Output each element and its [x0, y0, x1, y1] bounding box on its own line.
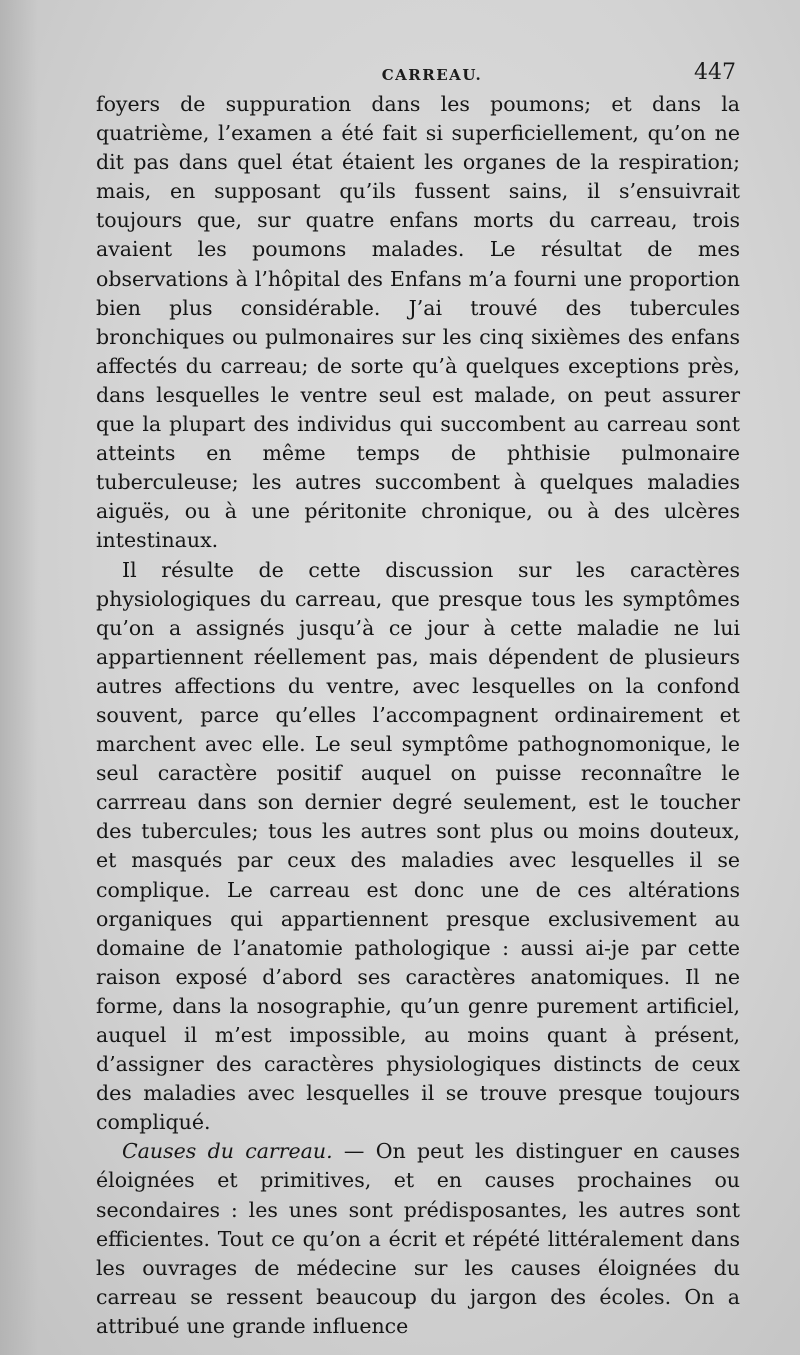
page-number: 447	[694, 60, 736, 85]
running-head: CARREAU.	[381, 66, 483, 84]
page-header	[96, 58, 738, 88]
paragraph-discussion: Il résulte de cette discussion sur les caractères physiologiques du carreau, que presque tous les symptômes qu’on a assignés jusqu’à ce jour à cette maladie ne lui appartiennent réellement pas, mais dépendent de plusieurs autres affections du ventre, avec lesquelles on la confond souvent, parce qu’elles l’accompagnent ordinairement et marchent avec elle. Le seul symptôme pathognomonique, le seul caractère positif auquel on puisse reconnaître le carrreau dans son dernier degré seulement, est le toucher des tubercules; tous les autres sont plus ou moins douteux, et masqués par ceux des maladies avec lesquelles il se complique. Le carreau est donc une de ces altérations organiques qui appartiennent presque exclusivement au domaine de l’anatomie pathologique : aussi ai-je par cette raison exposé d’abord ses caractères anatomiques. Il ne forme, dans la nosographie, qu’un genre purement artificiel, auquel il m’est impossible, au moins quant à présent, d’assigner des caractères physiologiques distincts de ceux des maladies avec lesquelles il se trouve presque toujours compliqué.	[96, 557, 740, 1135]
body-text	[96, 90, 740, 1341]
paragraph-causes	[96, 1137, 740, 1341]
section-heading-causes: Causes du carreau.	[122, 1139, 333, 1164]
paragraph-continued: foyers de suppuration dans les poumons; et dans la quatrième, l’examen a été fait si superficiellement, qu’on ne dit pas dans quel état étaient les organes de la respiration; mais, en supposant qu’ils fussent sains, il s’ensuivrait toujours que, sur quatre enfans morts du carreau, trois avaient les poumons malades. Le résultat de mes observations à l’hôpital des Enfans m’a fourni une proportion bien plus considérable. J’ai trouvé des tubercules bronchiques ou pulmonaires sur les cinq sixièmes des enfans affectés du carreau; de sorte qu’à quelques exceptions près, dans lesquelles le ventre seul est malade, on peut assurer que la plupart des individus qui succombent au carreau sont atteints en même temps de phthisie pulmonaire tuberculeuse; les autres succombent à quelques maladies aiguës, ou à une péritonite chronique, ou à des ulcères intestinaux.	[96, 92, 740, 553]
gutter-shadow	[0, 0, 38, 1355]
paragraph-causes-text: — On peut les distinguer en causes éloignées et primitives, et en causes prochaines ou secondaires : les unes sont prédisposantes, les autres sont efficientes. Tout ce qu’on a écrit et répété littéralement dans les ouvrages de médecine sur les causes éloignées du carreau se ressent beaucoup du jargon des écoles. On a attribué une grande influence	[96, 1139, 740, 1338]
